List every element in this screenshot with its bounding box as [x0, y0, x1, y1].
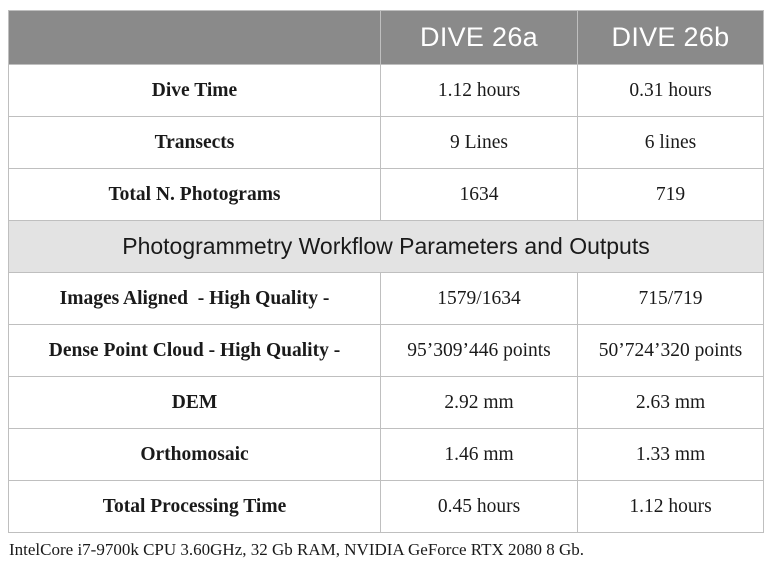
dive-26a-value: 0.45 hours — [381, 481, 578, 533]
dive-26b-value: 1.12 hours — [578, 481, 764, 533]
row-label: DEM — [9, 377, 381, 429]
header-cell-dive-26a: DIVE 26a — [381, 11, 578, 65]
row-label: Total N. Photograms — [9, 169, 381, 221]
dive-26b-value: 1.33 mm — [578, 429, 764, 481]
table-row — [9, 169, 764, 221]
dive-comparison-table — [8, 10, 764, 533]
dive-26a-value: 9 Lines — [381, 117, 578, 169]
row-label: Images Aligned - High Quality - — [9, 273, 381, 325]
row-label: Orthomosaic — [9, 429, 381, 481]
table-row — [9, 65, 764, 117]
dive-26a-value: 1634 — [381, 169, 578, 221]
table-row — [9, 481, 764, 533]
table-row — [9, 429, 764, 481]
dive-26b-value: 715/719 — [578, 273, 764, 325]
dive-26a-value: 1579/1634 — [381, 273, 578, 325]
dive-26b-value: 0.31 hours — [578, 65, 764, 117]
row-label: Transects — [9, 117, 381, 169]
table-header-row — [9, 11, 764, 65]
section-header-row — [9, 221, 764, 273]
dive-26b-value: 2.63 mm — [578, 377, 764, 429]
row-label: Total Processing Time — [9, 481, 381, 533]
hardware-footnote: IntelCore i7-9700k CPU 3.60GHz, 32 Gb RAM, NVIDIA GeForce RTX 2080 8 Gb. — [9, 540, 585, 559]
dive-26b-value: 719 — [578, 169, 764, 221]
dive-26b-value: 50’724’320 points — [578, 325, 764, 377]
dive-26a-value: 2.92 mm — [381, 377, 578, 429]
table-row — [9, 325, 764, 377]
table-row — [9, 377, 764, 429]
dive-26a-value: 1.12 hours — [381, 65, 578, 117]
header-cell-empty — [9, 11, 381, 65]
section-title: Photogrammetry Workflow Parameters and Outputs — [9, 221, 764, 273]
header-cell-dive-26b: DIVE 26b — [578, 11, 764, 65]
dive-26a-value: 1.46 mm — [381, 429, 578, 481]
dive-26b-value: 6 lines — [578, 117, 764, 169]
table-row — [9, 117, 764, 169]
row-label: Dense Point Cloud - High Quality - — [9, 325, 381, 377]
row-label: Dive Time — [9, 65, 381, 117]
dive-26a-value: 95’309’446 points — [381, 325, 578, 377]
table-row — [9, 273, 764, 325]
